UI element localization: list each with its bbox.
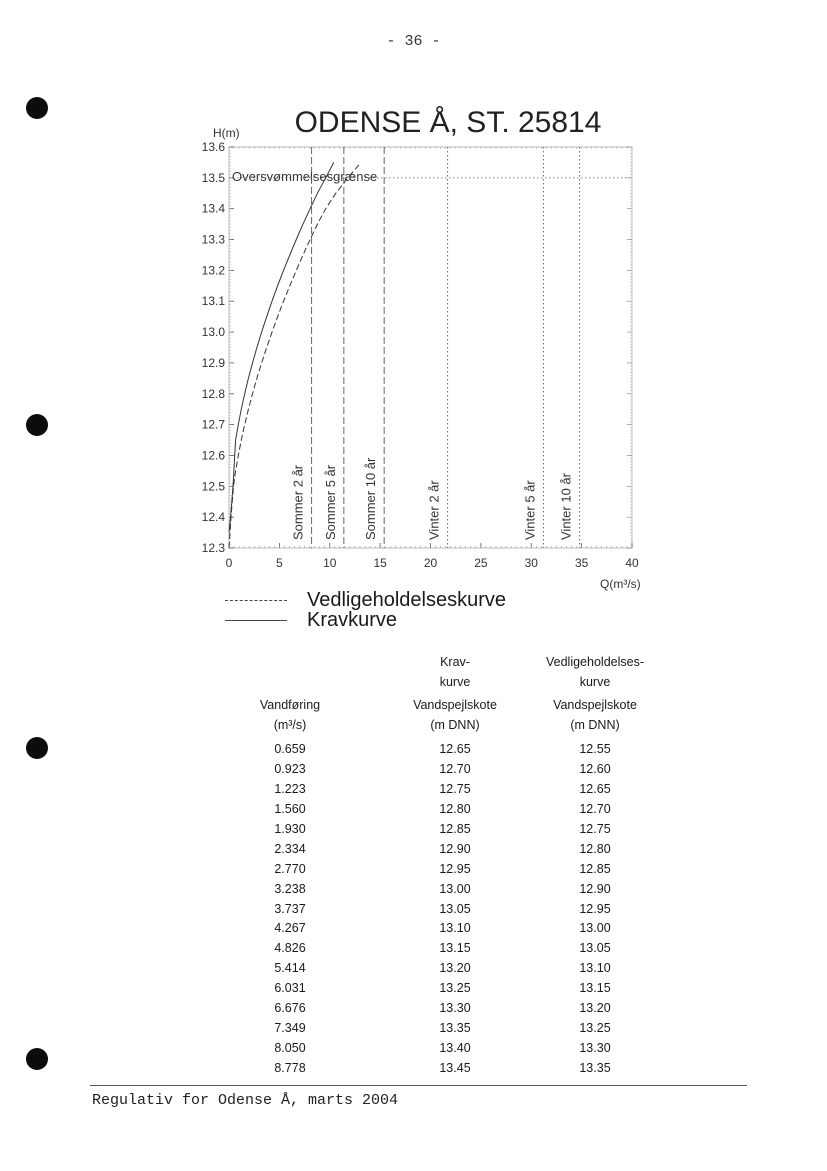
table-cell: 0.659 bbox=[274, 742, 306, 756]
y-tick-label: 13.6 bbox=[201, 140, 225, 154]
table-header bbox=[230, 652, 680, 740]
y-tick-label: 13.1 bbox=[201, 294, 225, 309]
legend-item-requirement bbox=[225, 610, 506, 630]
table-cell: 12.75 bbox=[579, 821, 611, 836]
design-flow-label: Sommer 10 år bbox=[363, 457, 379, 540]
threshold-label: Oversvømmelsesgrænse bbox=[232, 169, 378, 184]
table-cell: 12.60 bbox=[579, 761, 611, 776]
x-tick-label: 35 bbox=[574, 556, 589, 570]
table-cell: 13.15 bbox=[439, 941, 471, 956]
y-tick-label: 13.2 bbox=[201, 263, 225, 278]
design-flow-lines bbox=[291, 147, 580, 548]
table-cell: 12.85 bbox=[439, 821, 471, 836]
x-tick-label: 0 bbox=[225, 556, 233, 570]
y-tick-label: 12.3 bbox=[201, 541, 225, 555]
y-tick-label: 13.0 bbox=[201, 325, 225, 340]
table-row bbox=[230, 800, 680, 820]
table-row bbox=[230, 919, 680, 939]
requirement-curve bbox=[229, 162, 334, 532]
y-tick-label: 12.4 bbox=[201, 510, 225, 525]
table-row bbox=[230, 820, 680, 840]
x-tick-label: 5 bbox=[276, 556, 283, 570]
table-cell: 3.238 bbox=[274, 881, 306, 896]
header-discharge: Vandføring bbox=[259, 698, 321, 712]
header-vedl-2: kurve bbox=[579, 675, 611, 689]
design-flow-label: Vinter 5 år bbox=[522, 480, 538, 540]
table-cell: 13.10 bbox=[579, 961, 611, 976]
punch-hole bbox=[26, 1048, 48, 1070]
table-cell: 12.80 bbox=[439, 801, 471, 816]
y-tick-label: 13.3 bbox=[201, 232, 225, 247]
table-row bbox=[230, 1019, 680, 1039]
x-tick-label: 20 bbox=[423, 556, 438, 570]
table-cell: 13.30 bbox=[579, 1041, 611, 1056]
footer-text: Regulativ for Odense Å, marts 2004 bbox=[92, 1092, 399, 1109]
table-cell: 13.00 bbox=[439, 881, 471, 896]
table-cell: 2.770 bbox=[274, 861, 306, 876]
table-row bbox=[230, 900, 680, 920]
solid-line-swatch bbox=[225, 620, 287, 621]
table-cell: 13.15 bbox=[579, 981, 611, 996]
table-cell: 12.55 bbox=[579, 742, 611, 756]
table-cell: 1.223 bbox=[274, 781, 306, 796]
header-krav-2: kurve bbox=[439, 675, 471, 689]
table-cell: 13.20 bbox=[439, 961, 471, 976]
table-row bbox=[230, 939, 680, 959]
table-cell: 1.930 bbox=[274, 821, 306, 836]
table-cell: 13.35 bbox=[439, 1021, 471, 1036]
table-cell: 6.031 bbox=[274, 981, 306, 996]
table-cell: 12.95 bbox=[579, 901, 611, 916]
y-tick-label: 12.8 bbox=[201, 386, 225, 401]
table-cell: 13.05 bbox=[579, 941, 611, 956]
x-tick-label: 25 bbox=[474, 556, 488, 570]
table-cell: 13.25 bbox=[439, 981, 471, 996]
table-cell: 1.560 bbox=[274, 801, 306, 816]
table-cell: 13.20 bbox=[579, 1001, 611, 1016]
table-cell: 13.45 bbox=[439, 1061, 471, 1075]
table-cell: 7.349 bbox=[274, 1021, 306, 1036]
table-cell: 12.90 bbox=[579, 881, 611, 896]
header-vedl-unit: (m DNN) bbox=[570, 718, 620, 732]
design-flow-label: Vinter 2 år bbox=[426, 480, 442, 540]
table-cell: 12.70 bbox=[579, 801, 611, 816]
y-tick-label: 13.5 bbox=[201, 170, 225, 185]
table-cell: 8.778 bbox=[274, 1061, 306, 1075]
design-flow-label: Sommer 5 år bbox=[322, 464, 338, 540]
table-cell: 2.334 bbox=[274, 841, 306, 856]
design-flow-label: Sommer 2 år bbox=[290, 464, 306, 540]
table-cell: 12.80 bbox=[579, 841, 611, 856]
header-vedl-1: Vedligeholdelses- bbox=[546, 655, 644, 669]
table-cell: 12.95 bbox=[439, 861, 471, 876]
table-row bbox=[230, 1059, 680, 1079]
y-tick-label: 12.9 bbox=[201, 355, 225, 370]
legend-item-maintenance bbox=[225, 590, 506, 610]
x-axis-label: Q(m³/s) bbox=[600, 577, 641, 591]
x-tick-label: 15 bbox=[373, 556, 387, 570]
header-krav-3: Vandspejlskote bbox=[413, 698, 497, 712]
table-cell: 12.85 bbox=[579, 861, 611, 876]
punch-hole bbox=[26, 737, 48, 759]
footer-rule bbox=[90, 1085, 747, 1086]
table-row bbox=[230, 979, 680, 999]
table-cell: 8.050 bbox=[274, 1041, 306, 1056]
table-cell: 4.267 bbox=[274, 921, 306, 936]
table-cell: 12.65 bbox=[439, 742, 471, 756]
y-axis-label: H(m) bbox=[213, 126, 240, 140]
table-row bbox=[230, 880, 680, 900]
y-tick-label: 12.7 bbox=[201, 417, 225, 432]
table-row bbox=[230, 780, 680, 800]
table-cell: 5.414 bbox=[274, 961, 306, 976]
table-row bbox=[230, 760, 680, 780]
y-tick-label: 13.4 bbox=[201, 201, 225, 216]
x-tick-label: 10 bbox=[323, 556, 337, 570]
header-discharge-unit: (m³/s) bbox=[273, 718, 307, 732]
table-cell: 4.826 bbox=[274, 941, 306, 956]
table-cell: 12.90 bbox=[439, 841, 471, 856]
table-cell: 13.10 bbox=[439, 921, 471, 936]
legend-label-maintenance: Vedligeholdelseskurve bbox=[307, 589, 507, 611]
table-row bbox=[230, 1039, 680, 1059]
table-cell: 13.00 bbox=[579, 921, 611, 936]
design-flow-label: Vinter 10 år bbox=[558, 473, 574, 540]
table-cell: 12.75 bbox=[439, 781, 471, 796]
table-cell: 6.676 bbox=[274, 1001, 306, 1016]
table-cell: 3.737 bbox=[274, 901, 306, 916]
table-cell: 13.25 bbox=[579, 1021, 611, 1036]
table-cell: 12.65 bbox=[579, 781, 611, 796]
dashed-line-swatch bbox=[225, 600, 287, 601]
table-cell: 13.40 bbox=[439, 1041, 471, 1056]
chart-legend bbox=[225, 590, 506, 630]
table-row bbox=[230, 959, 680, 979]
y-tick-label: 12.6 bbox=[201, 448, 225, 463]
threshold-line bbox=[229, 169, 632, 184]
chart-title: ODENSE Å, ST. 25814 bbox=[294, 106, 602, 139]
table-row bbox=[230, 740, 680, 760]
page-number: - 36 - bbox=[386, 33, 441, 50]
header-krav-1: Krav- bbox=[440, 655, 470, 669]
rating-table bbox=[230, 652, 680, 1079]
table-cell: 0.923 bbox=[274, 761, 306, 776]
table-cell: 13.05 bbox=[439, 901, 471, 916]
header-vedl-3: Vandspejlskote bbox=[553, 698, 637, 712]
table-row bbox=[230, 860, 680, 880]
table-cell: 13.35 bbox=[579, 1061, 611, 1075]
table-row bbox=[230, 840, 680, 860]
table-cell: 13.30 bbox=[439, 1001, 471, 1016]
table-cell: 12.70 bbox=[439, 761, 471, 776]
x-tick-label: 30 bbox=[524, 556, 538, 570]
table-body bbox=[230, 740, 680, 1079]
x-tick-label: 40 bbox=[625, 556, 639, 570]
legend-label-requirement: Kravkurve bbox=[307, 609, 398, 631]
header-krav-unit: (m DNN) bbox=[430, 718, 480, 732]
y-tick-label: 12.5 bbox=[201, 479, 225, 494]
table-row bbox=[230, 999, 680, 1019]
